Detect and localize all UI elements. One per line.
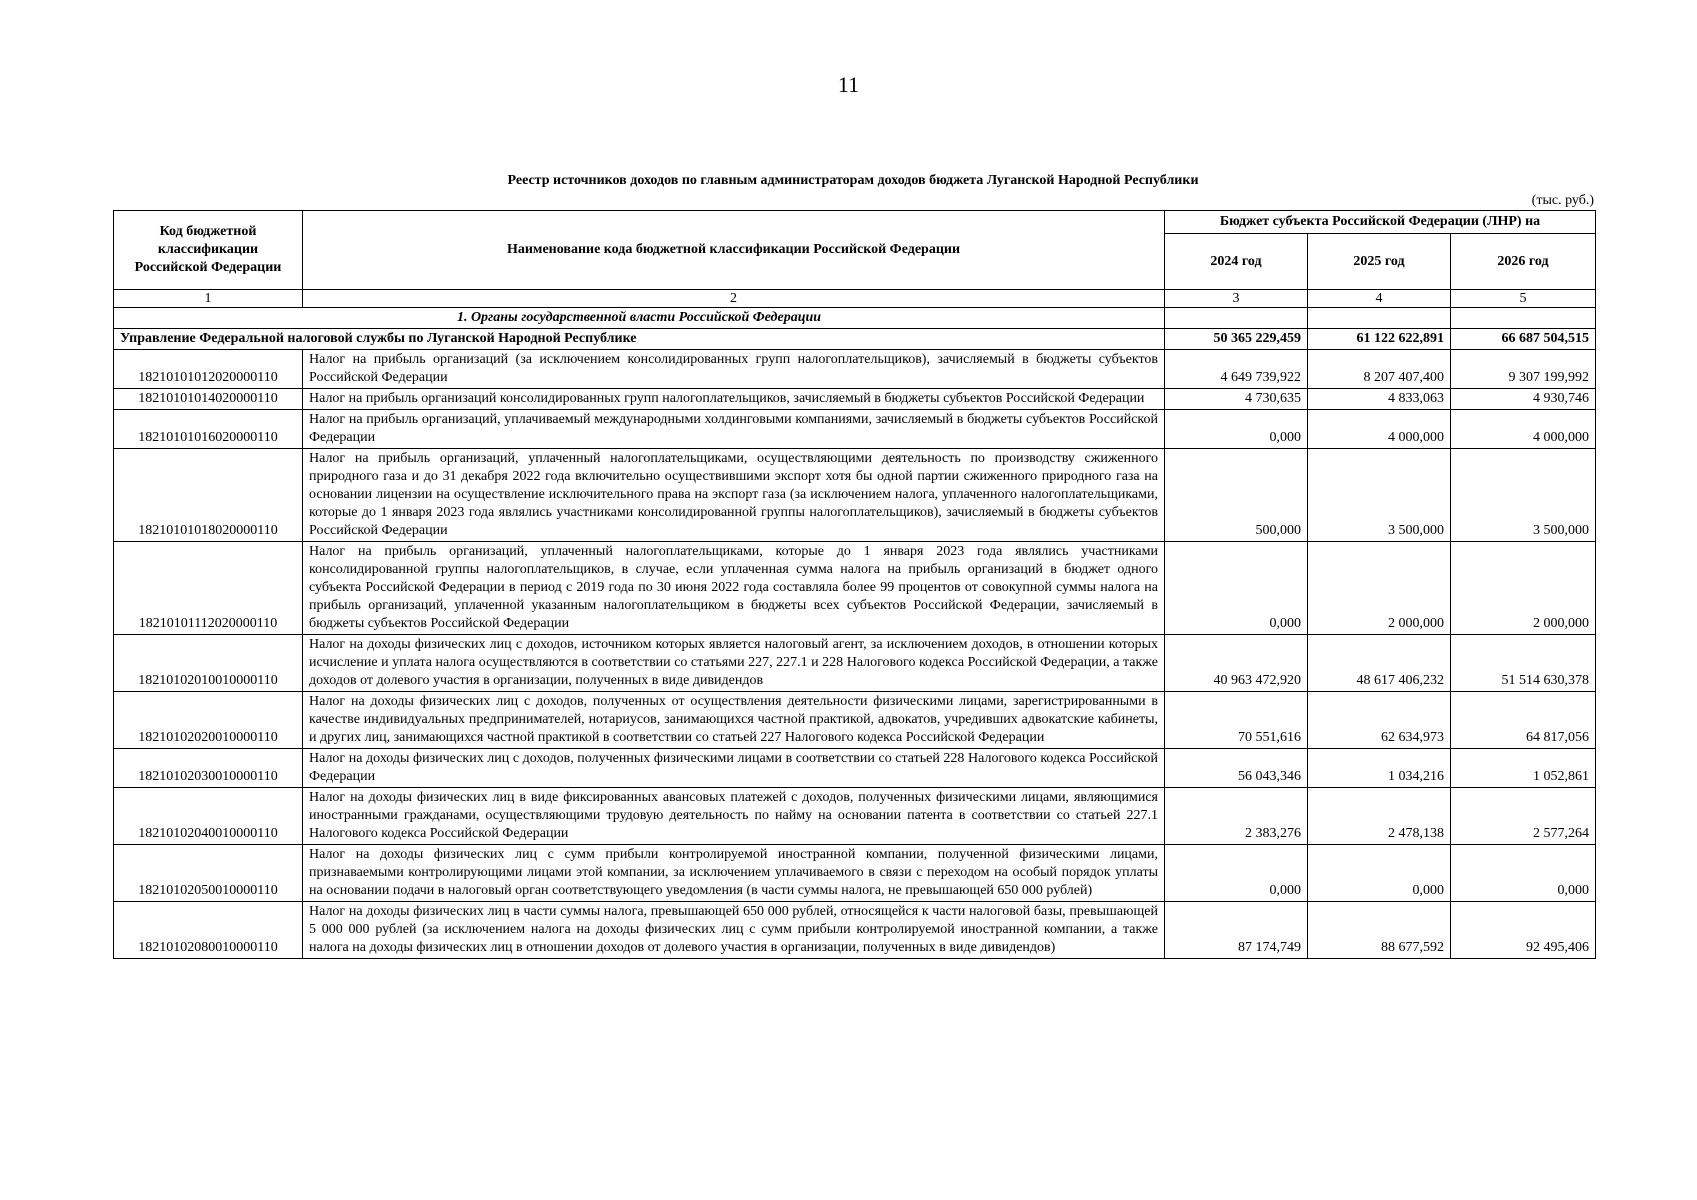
amount-2026: 4 000,000 xyxy=(1451,410,1596,449)
revenue-name: Налог на доходы физических лиц с доходов, полученных от осуществления деятельности физическими лицами, зарегистрированными в качестве индивидуальных предпринимателей, нотариусов, занимающихся частной практикой, адвокатов, учредивших адвокатские кабинеты, и других лиц, занимающихся частной практикой в соответствии со статьей 227 Налогового кодекса Российской Федерации xyxy=(303,692,1165,749)
units-label: (тыс. руб.) xyxy=(1531,193,1594,208)
amount-2025: 1 034,216 xyxy=(1308,749,1451,788)
column-number: 1 xyxy=(114,290,303,308)
budget-code: 18210101012020000110 xyxy=(114,350,303,389)
header-code: Код бюджетной классификации Российской Федерации xyxy=(114,211,303,290)
amount-2026: 51 514 630,378 xyxy=(1451,635,1596,692)
column-number: 5 xyxy=(1451,290,1596,308)
amount-2024: 87 174,749 xyxy=(1165,902,1308,959)
budget-code: 18210102080010000110 xyxy=(114,902,303,959)
table-row xyxy=(114,749,1596,788)
revenue-name: Налог на доходы физических лиц с доходов, источником которых является налоговый агент, за исключением доходов, в отношении которых исчисление и уплата налога осуществляются в соответствии со статьями 227, 227.1 и 228 Налогового кодекса Российской Федерации, а также доходов от долевого участия в организации, полученных в виде дивидендов xyxy=(303,635,1165,692)
header-budget: Бюджет субъекта Российской Федерации (ЛНР) на xyxy=(1165,211,1596,234)
administrator-row xyxy=(114,329,1596,350)
header-year-2024: 2024 год xyxy=(1165,234,1308,290)
administrator-total-2026: 66 687 504,515 xyxy=(1451,329,1596,350)
amount-2026: 3 500,000 xyxy=(1451,449,1596,542)
amount-2024: 0,000 xyxy=(1165,542,1308,635)
budget-code: 18210102050010000110 xyxy=(114,845,303,902)
amount-2025: 48 617 406,232 xyxy=(1308,635,1451,692)
header-year-2026: 2026 год xyxy=(1451,234,1596,290)
table-row xyxy=(114,902,1596,959)
amount-2024: 40 963 472,920 xyxy=(1165,635,1308,692)
table-row xyxy=(114,692,1596,749)
budget-code: 18210102010010000110 xyxy=(114,635,303,692)
amount-2026: 9 307 199,992 xyxy=(1451,350,1596,389)
table-row xyxy=(114,845,1596,902)
amount-2025: 88 677,592 xyxy=(1308,902,1451,959)
administrator-name: Управление Федеральной налоговой службы по Луганской Народной Республике xyxy=(114,329,1165,350)
amount-2024: 2 383,276 xyxy=(1165,788,1308,845)
section-title: 1. Органы государственной власти Российской Федерации xyxy=(114,308,1165,329)
table-row xyxy=(114,542,1596,635)
budget-code: 18210101112020000110 xyxy=(114,542,303,635)
amount-2024: 4 730,635 xyxy=(1165,389,1308,410)
revenue-name: Налог на прибыль организаций консолидированных групп налогоплательщиков, зачисляемый в бюджеты субъектов Российской Федерации xyxy=(303,389,1165,410)
amount-2025: 3 500,000 xyxy=(1308,449,1451,542)
amount-2024: 4 649 739,922 xyxy=(1165,350,1308,389)
amount-2026: 0,000 xyxy=(1451,845,1596,902)
administrator-total-2024: 50 365 229,459 xyxy=(1165,329,1308,350)
header-year-2025: 2025 год xyxy=(1308,234,1451,290)
amount-2026: 64 817,056 xyxy=(1451,692,1596,749)
budget-code: 18210101014020000110 xyxy=(114,389,303,410)
amount-2025: 0,000 xyxy=(1308,845,1451,902)
amount-2025: 2 478,138 xyxy=(1308,788,1451,845)
table-row xyxy=(114,635,1596,692)
budget-code: 18210101016020000110 xyxy=(114,410,303,449)
page-number: 11 xyxy=(837,72,860,97)
revenue-registry-table xyxy=(113,210,1596,959)
amount-2024: 0,000 xyxy=(1165,845,1308,902)
revenue-name: Налог на прибыль организаций (за исключением консолидированных групп налогоплательщиков), зачисляемый в бюджеты субъектов Российской Федерации xyxy=(303,350,1165,389)
revenue-name: Налог на доходы физических лиц с сумм прибыли контролируемой иностранной компании, полученной физическими лицами, признаваемыми контролирующими лицами этой компании, за исключением уплачиваемого в связи с переходом на особый порядок уплаты на основании подачи в налоговый орган соответствующего уведомления (в части суммы налога, не превышающей 650 000 рублей) xyxy=(303,845,1165,902)
amount-2026: 2 000,000 xyxy=(1451,542,1596,635)
table-row xyxy=(114,788,1596,845)
table-row xyxy=(114,350,1596,389)
amount-2026: 1 052,861 xyxy=(1451,749,1596,788)
table-row xyxy=(114,389,1596,410)
section-row xyxy=(114,308,1596,329)
amount-2025: 4 833,063 xyxy=(1308,389,1451,410)
header-row xyxy=(114,211,1596,234)
administrator-total-2025: 61 122 622,891 xyxy=(1308,329,1451,350)
amount-2025: 62 634,973 xyxy=(1308,692,1451,749)
revenue-name: Налог на доходы физических лиц в виде фиксированных авансовых платежей с доходов, полученных физическими лицами, являющимися иностранными гражданами, осуществляющими трудовую деятельность по найму на основании патента в соответствии со статьей 227.1 Налогового кодекса Российской Федерации xyxy=(303,788,1165,845)
revenue-name: Налог на прибыль организаций, уплаченный налогоплательщиками, осуществляющими деятельность по производству сжиженного природного газа и до 31 декабря 2022 года включительно осуществившими экспорт хотя бы одной партии сжиженного природного газа на основании лицензии на осуществление исключительного права на экспорт газа (за исключением налога, уплаченного налогоплательщиками, которые до 1 января 2023 года являлись участниками консолидированной группы налогоплательщиков), зачисляемый в бюджеты субъектов Российской Федерации xyxy=(303,449,1165,542)
budget-code: 18210102020010000110 xyxy=(114,692,303,749)
budget-code: 18210101018020000110 xyxy=(114,449,303,542)
document-title: Реестр источников доходов по главным администраторам доходов бюджета Луганской Народной Республики xyxy=(507,173,1199,188)
amount-2025: 2 000,000 xyxy=(1308,542,1451,635)
revenue-name: Налог на прибыль организаций, уплаченный налогоплательщиками, которые до 1 января 2023 года являлись участниками консолидированной группы налогоплательщиков, в случае, если уплаченная сумма налога на прибыль организаций в бюджет одного субъекта Российской Федерации в период с 2019 года по 30 июня 2022 года составляла более 99 процентов от совокупной суммы налога на прибыль организаций, уплаченной указанным налогоплательщиком в бюджеты всех субъектов Российской Федерации, зачисляемый в бюджеты субъектов Российской Федерации xyxy=(303,542,1165,635)
amount-2026: 92 495,406 xyxy=(1451,902,1596,959)
table-row xyxy=(114,449,1596,542)
budget-code: 18210102040010000110 xyxy=(114,788,303,845)
column-number: 3 xyxy=(1165,290,1308,308)
revenue-name: Налог на доходы физических лиц в части суммы налога, превышающей 650 000 рублей, относящейся к части налоговой базы, превышающей 5 000 000 рублей (за исключением налога на доходы физических лиц с сумм прибыли контролируемой иностранной компании, а также налога на доходы физических лиц в отношении доходов от долевого участия в организации, полученных в виде дивидендов) xyxy=(303,902,1165,959)
revenue-name: Налог на доходы физических лиц с доходов, полученных физическими лицами в соответствии со статьей 228 Налогового кодекса Российской Федерации xyxy=(303,749,1165,788)
column-numbers-row xyxy=(114,290,1596,308)
table-row xyxy=(114,410,1596,449)
amount-2026: 2 577,264 xyxy=(1451,788,1596,845)
amount-2026: 4 930,746 xyxy=(1451,389,1596,410)
amount-2025: 8 207 407,400 xyxy=(1308,350,1451,389)
amount-2024: 500,000 xyxy=(1165,449,1308,542)
column-number: 4 xyxy=(1308,290,1451,308)
header-name: Наименование кода бюджетной классификации Российской Федерации xyxy=(303,211,1165,290)
amount-2024: 0,000 xyxy=(1165,410,1308,449)
budget-code: 18210102030010000110 xyxy=(114,749,303,788)
amount-2025: 4 000,000 xyxy=(1308,410,1451,449)
revenue-name: Налог на прибыль организаций, уплачиваемый международными холдинговыми компаниями, зачисляемый в бюджеты субъектов Российской Федерации xyxy=(303,410,1165,449)
column-number: 2 xyxy=(303,290,1165,308)
amount-2024: 56 043,346 xyxy=(1165,749,1308,788)
amount-2024: 70 551,616 xyxy=(1165,692,1308,749)
